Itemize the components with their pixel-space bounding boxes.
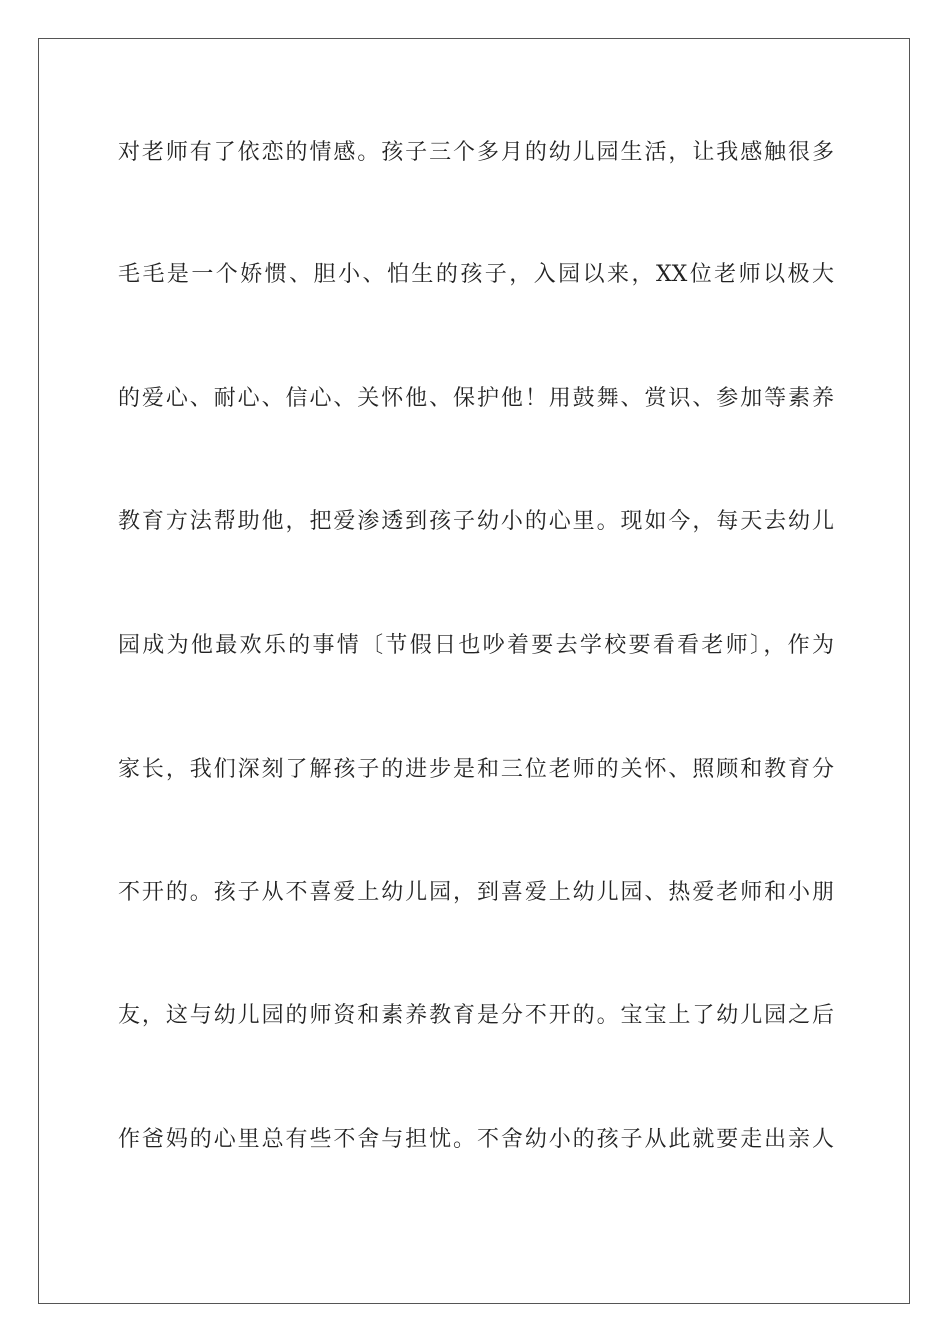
text-line: 不开的。孩子从不喜爱上幼儿园，到喜爱上幼儿园、热爱老师和小朋 (118, 880, 834, 905)
text-line: 对老师有了依恋的情感。孩子三个多月的幼儿园生活，让我感触很多 (118, 140, 834, 165)
text-line: 教育方法帮助他，把爱渗透到孩子幼小的心里。现如今，每天去幼儿 (118, 509, 834, 534)
text-line: 的爱心、耐心、信心、关怀他、保护他！用鼓舞、赏识、参加等素养 (118, 386, 834, 411)
text-line: 友，这与幼儿园的师资和素养教育是分不开的。宝宝上了幼儿园之后 (118, 1003, 834, 1028)
text-line: 园成为他最欢乐的事情〔节假日也吵着要去学校要看看老师〕，作为 (118, 633, 834, 658)
text-line: 作爸妈的心里总有些不舍与担忧。不舍幼小的孩子从此就要走出亲人 (118, 1127, 834, 1152)
text-line: 家长，我们深刻了解孩子的进步是和三位老师的关怀、照顾和教育分 (118, 757, 834, 782)
text-line: 毛毛是一个娇惯、胆小、怕生的孩子，入园以来，XX位老师以极大 (118, 262, 834, 287)
page-frame (38, 38, 910, 1304)
